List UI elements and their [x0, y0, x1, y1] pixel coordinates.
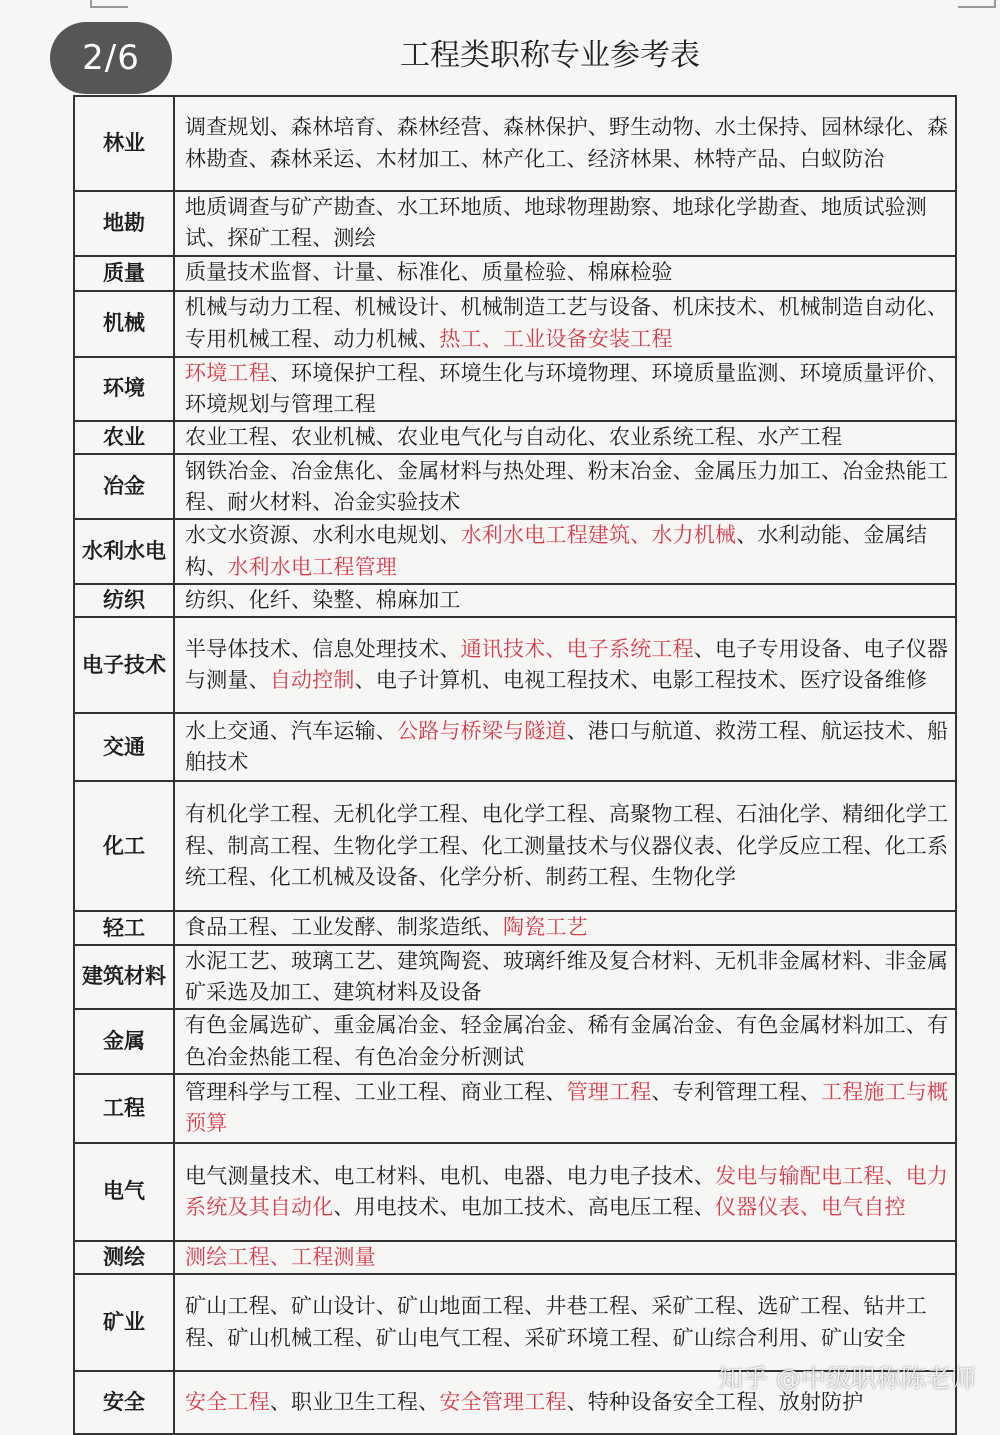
category-cell: 金属 [74, 1009, 174, 1074]
corner-mark-left [90, 0, 128, 8]
table-row [74, 781, 956, 911]
highlighted-major-text: 水利水电工程建筑、水力机械 [460, 523, 737, 548]
table-row [74, 911, 956, 944]
major-text: 矿山工程、矿山设计、矿山地面工程、井巷工程、采矿工程、选矿工程、钻井工程、矿山机械工程、矿山电气工程、采矿环境工程、矿山综合利用、矿山安全 [185, 1294, 927, 1350]
majors-cell [174, 1009, 956, 1074]
major-text: 有色金属选矿、重金属冶金、轻金属冶金、稀有金属冶金、有色金属材料加工、有色冶金热能工程、有色冶金分析测试 [185, 1013, 949, 1069]
category-cell: 水利水电 [74, 519, 174, 584]
table-row [74, 421, 956, 454]
highlighted-major-text: 安全工程 [185, 1390, 270, 1414]
major-text: 半导体技术、信息处理技术、 [185, 637, 461, 662]
highlighted-major-text: 发电与输配电工程、电力系统及其自动化 [185, 1163, 949, 1219]
category-cell: 地勘 [74, 191, 174, 256]
category-cell: 冶金 [74, 454, 174, 519]
major-text: 、电子计算机、电视工程技术、电影工程技术、医疗设备维修 [354, 668, 928, 693]
highlighted-major-text: 热工、工业设备安装工程 [439, 326, 673, 351]
category-cell: 化工 [74, 781, 174, 911]
majors-cell [174, 781, 956, 911]
category-cell: 安全 [74, 1371, 174, 1434]
table-row [74, 519, 956, 584]
majors-cell [174, 1274, 956, 1371]
category-cell: 质量 [74, 256, 174, 291]
major-text: 水上交通、汽车运输、 [185, 719, 397, 744]
highlighted-major-text: 水利水电工程管理 [227, 554, 398, 579]
major-text: 地质调查与矿产勘查、水工环地质、地球物理勘察、地球化学勘查、地质试验测试、探矿工程、测绘 [185, 195, 927, 251]
major-text: 机械与动力工程、机械设计、机械制造工艺与设备、机床技术、机械制造自动化、专用机械工程、动力机械、 [185, 295, 949, 351]
majors-cell [174, 1143, 956, 1241]
table-row [74, 713, 956, 781]
watermark-text: 知乎 @中级职称陈老师 [718, 1364, 976, 1393]
major-text: 农业工程、农业机械、农业电气化与自动化、农业系统工程、水产工程 [185, 425, 843, 450]
highlighted-major-text: 工程施工与概预算 [185, 1080, 949, 1136]
table-row [74, 1143, 956, 1241]
highlighted-major-text: 仪器仪表、电气自控 [715, 1194, 906, 1219]
majors-cell [174, 519, 956, 584]
major-text: 、环境保护工程、环境生化与环境物理、环境质量监测、环境质量评价、环境规划与管理工程 [185, 360, 949, 416]
category-cell: 环境 [74, 357, 174, 422]
majors-cell [174, 584, 956, 617]
majors-cell [174, 454, 956, 519]
major-text: 水文水资源、水利水电规划、 [185, 523, 461, 548]
majors-cell [174, 1241, 956, 1274]
majors-cell [174, 191, 956, 256]
majors-cell [174, 945, 956, 1010]
table-row [74, 1009, 956, 1074]
category-cell: 电子技术 [74, 617, 174, 713]
table-row [74, 191, 956, 256]
table-row [74, 256, 956, 291]
majors-cell [174, 911, 956, 944]
highlighted-major-text: 陶瓷工艺 [503, 915, 588, 940]
major-text: 、电子专用设备、电子仪器与测量、 [185, 637, 949, 693]
majors-cell [174, 713, 956, 781]
major-text: 有机化学工程、无机化学工程、电化学工程、高聚物工程、石油化学、精细化学工程、制高工程、生物化学工程、化工测量技术与仪器仪表、化学反应工程、化工系统工程、化工机械及设备、化学分析、制药工程、生物化学 [185, 802, 949, 890]
page-indicator-badge: 2/6 [50, 22, 172, 94]
category-cell: 测绘 [74, 1241, 174, 1274]
category-cell: 矿业 [74, 1274, 174, 1371]
highlighted-major-text: 环境工程 [185, 360, 270, 385]
table-row [74, 1074, 956, 1143]
major-text: 钢铁冶金、冶金焦化、金属材料与热处理、粉末冶金、金属压力加工、冶金热能工程、耐火材料、冶金实验技术 [185, 458, 949, 514]
major-text: 食品工程、工业发酵、制浆造纸、 [185, 915, 503, 940]
majors-cell [174, 1074, 956, 1143]
majors-cell [174, 256, 956, 291]
reference-table [73, 95, 957, 1435]
table-row [74, 357, 956, 422]
majors-cell [174, 96, 956, 191]
category-cell: 交通 [74, 713, 174, 781]
highlighted-major-text: 测绘工程、工程测量 [185, 1244, 376, 1269]
major-text: 、职业卫生工程、 [269, 1390, 440, 1414]
reference-table-body [74, 96, 956, 1434]
major-text: 电气测量技术、电工材料、电机、电器、电力电子技术、 [185, 1163, 715, 1188]
table-row [74, 1274, 956, 1371]
major-text: 调查规划、森林培育、森林经营、森林保护、野生动物、水土保持、园林绿化、森林勘查、森林采运、木材加工、林产化工、经济林果、林特产品、白蚁防治 [185, 115, 949, 171]
highlighted-major-text: 管理工程 [566, 1080, 652, 1105]
page-title: 工程类职称专业参考表 [400, 38, 700, 73]
major-text: 、特种设备安全工程、放射防护 [566, 1390, 864, 1414]
major-text: 、港口与航道、救涝工程、航运技术、船舶技术 [185, 719, 949, 775]
corner-mark-right [958, 0, 996, 8]
major-text: 管理科学与工程、工业工程、商业工程、 [185, 1080, 567, 1105]
majors-cell [174, 617, 956, 713]
highlighted-major-text: 公路与桥梁与隧道 [397, 719, 567, 744]
major-text: 、水利动能、金属结构、 [185, 523, 928, 579]
category-cell: 机械 [74, 291, 174, 357]
category-cell: 林业 [74, 96, 174, 191]
highlighted-major-text: 安全管理工程 [439, 1390, 567, 1414]
highlighted-major-text: 通讯技术、电子系统工程 [460, 637, 694, 662]
table-row [74, 945, 956, 1010]
highlighted-major-text: 自动控制 [269, 668, 355, 693]
category-cell: 建筑材料 [74, 945, 174, 1010]
major-text: 质量技术监督、计量、标准化、质量检验、棉麻检验 [185, 260, 673, 285]
table-row [74, 454, 956, 519]
category-cell: 纺织 [74, 584, 174, 617]
category-cell: 工程 [74, 1074, 174, 1143]
category-cell: 电气 [74, 1143, 174, 1241]
majors-cell [174, 291, 956, 357]
major-text: 、用电技术、电加工技术、高电压工程、 [333, 1194, 716, 1219]
table-row [74, 291, 956, 357]
category-cell: 轻工 [74, 911, 174, 944]
category-cell: 农业 [74, 421, 174, 454]
major-text: 水泥工艺、玻璃工艺、建筑陶瓷、玻璃纤维及复合材料、无机非金属材料、非金属矿采选及加工、建筑材料及设备 [185, 948, 949, 1004]
table-row [74, 1241, 956, 1274]
majors-cell [174, 357, 956, 422]
major-text: 纺织、化纤、染整、棉麻加工 [185, 588, 461, 613]
table-row [74, 96, 956, 191]
majors-cell [174, 421, 956, 454]
major-text: 、专利管理工程、 [651, 1080, 822, 1105]
table-row [74, 617, 956, 713]
table-row [74, 584, 956, 617]
